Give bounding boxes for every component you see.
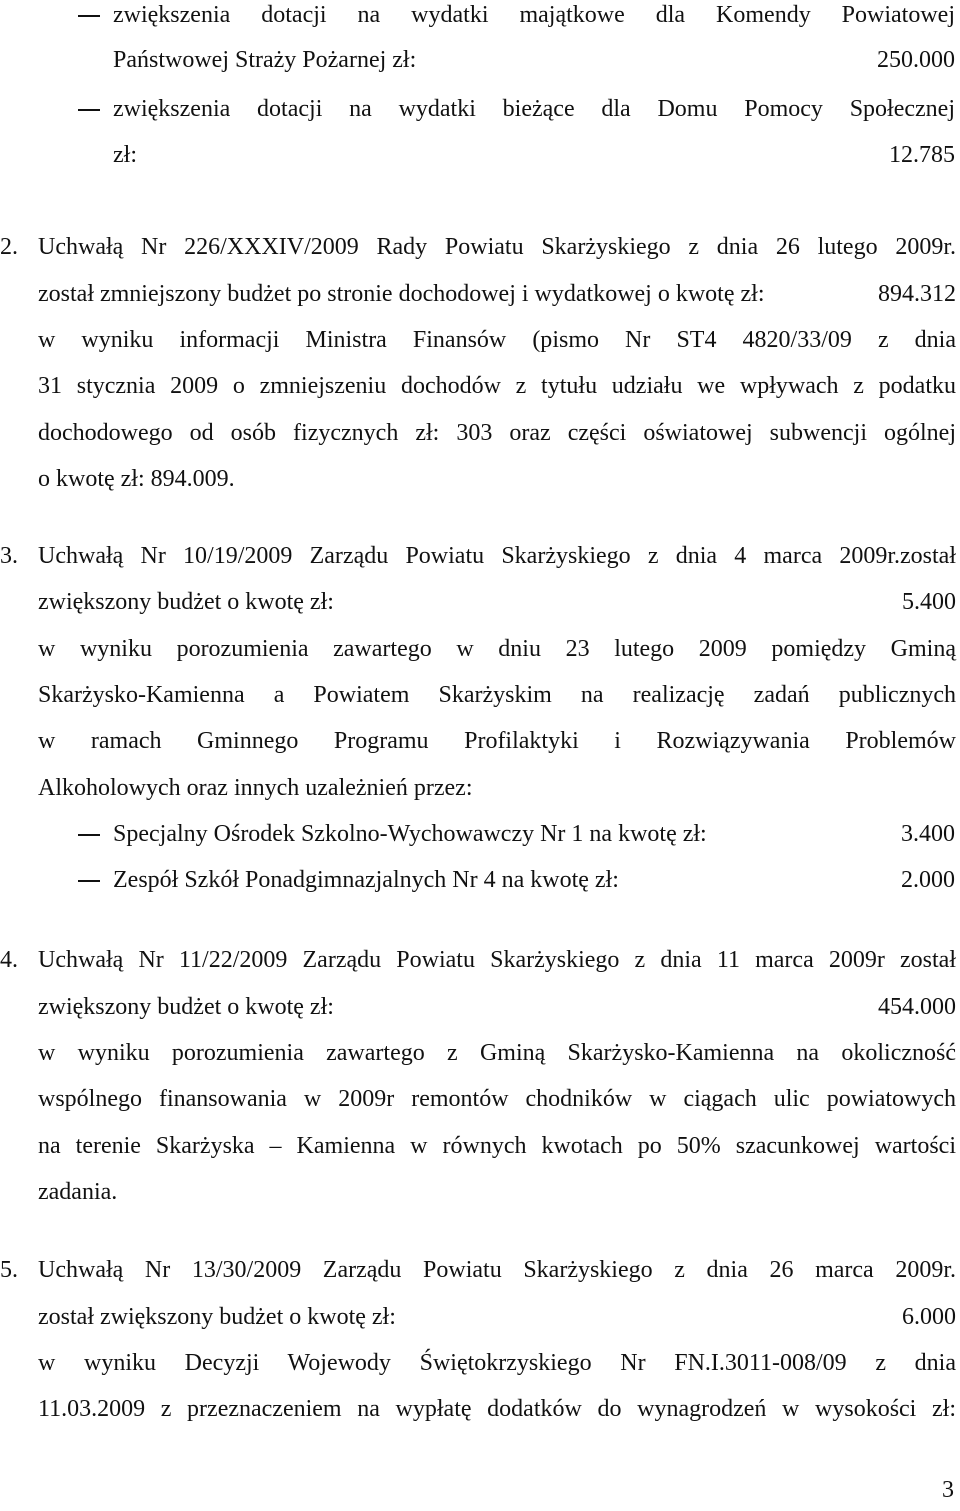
section-number: 3. [0,543,18,569]
bullet-text: zwiększenia dotacji na wydatki bieżące dla Domu Pomocy Społecznej [113,96,955,122]
paragraph-line: w wyniku porozumienia zawartego z Gminą Skarżysko-Kamienna na okoliczność [38,1040,956,1066]
section-number: 2. [0,234,18,260]
bullet-dash [78,109,100,111]
bullet-dash [78,834,100,836]
paragraph-line: w wyniku Decyzji Wojewody Świętokrzyskiego Nr FN.I.3011-008/09 z dnia [38,1350,956,1376]
paragraph-line: Uchwałą Nr 11/22/2009 Zarządu Powiatu Skarżyskiego z dnia 11 marca 2009r został [38,947,956,973]
paragraph-line: zadania. [38,1179,118,1205]
bullet-amount-row [113,865,955,895]
bullet-dash [78,880,100,882]
amount: 12.785 [889,142,955,168]
bullet-text: Specjalny Ośrodek Szkolno-Wychowawczy Nr 1 na kwotę zł: [113,821,707,847]
paragraph-line: zwiększony budżet o kwotę zł: [38,994,334,1020]
bullet-text: Państwowej Straży Pożarnej zł: [113,47,417,73]
page-number: 3 [942,1477,954,1503]
bullet-text: zł: [113,142,137,168]
paragraph-line: w ramach Gminnego Programu Profilaktyki i Rozwiązywania Problemów [38,728,956,754]
bullet-dash [78,15,100,17]
section-number: 5. [0,1257,18,1283]
paragraph-line: Alkoholowych oraz innych uzależnień przez: [38,775,473,801]
paragraph-line: został zmniejszony budżet po stronie dochodowej i wydatkowej o kwotę zł: [38,281,765,307]
paragraph-line: 31 stycznia 2009 o zmniejszeniu dochodów z tytułu udziału we wpływach z podatku [38,373,956,399]
paragraph-line: Skarżysko-Kamienna a Powiatem Skarżyskim na realizację zadań publicznych [38,682,956,708]
bullet-amount-row [113,140,955,170]
paragraph-line: w wyniku informacji Ministra Finansów (pismo Nr ST4 4820/33/09 z dnia [38,327,956,353]
paragraph-line: został zwiększony budżet o kwotę zł: [38,1304,396,1330]
paragraph-line: w wyniku porozumienia zawartego w dniu 23 lutego 2009 pomiędzy Gminą [38,636,956,662]
paragraph-line: Uchwałą Nr 13/30/2009 Zarządu Powiatu Skarżyskiego z dnia 26 marca 2009r. [38,1257,956,1283]
bullet-amount-row [113,819,955,849]
amount: 250.000 [877,47,955,73]
amount-row [38,279,956,309]
section-number: 4. [0,947,18,973]
bullet-text: zwiększenia dotacji na wydatki majątkowe dla Komendy Powiatowej [113,2,955,28]
amount: 3.400 [901,821,955,847]
paragraph-line: Uchwałą Nr 10/19/2009 Zarządu Powiatu Skarżyskiego z dnia 4 marca 2009r.został [38,543,956,569]
paragraph-line: o kwotę zł: 894.009. [38,466,235,492]
amount: 894.312 [878,281,956,307]
bullet-text: Zespół Szkół Ponadgimnazjalnych Nr 4 na kwotę zł: [113,867,619,893]
paragraph-line: na terenie Skarżyska – Kamienna w równych kwotach po 50% szacunkowej wartości [38,1133,956,1159]
amount: 2.000 [901,867,955,893]
amount-row [38,1302,956,1332]
paragraph-line: 11.03.2009 z przeznaczeniem na wypłatę dodatków do wynagrodzeń w wysokości zł: [38,1396,956,1422]
amount-row [38,587,956,617]
paragraph-line: zwiększony budżet o kwotę zł: [38,589,334,615]
amount: 5.400 [902,589,956,615]
paragraph-line: wspólnego finansowania w 2009r remontów chodników w ciągach ulic powiatowych [38,1086,956,1112]
paragraph-line: Uchwałą Nr 226/XXXIV/2009 Rady Powiatu Skarżyskiego z dnia 26 lutego 2009r. [38,234,956,260]
amount: 6.000 [902,1304,956,1330]
amount-row [38,992,956,1022]
paragraph-line: dochodowego od osób fizycznych zł: 303 oraz części oświatowej subwencji ogólnej [38,420,956,446]
bullet-amount-row [113,45,955,75]
amount: 454.000 [878,994,956,1020]
